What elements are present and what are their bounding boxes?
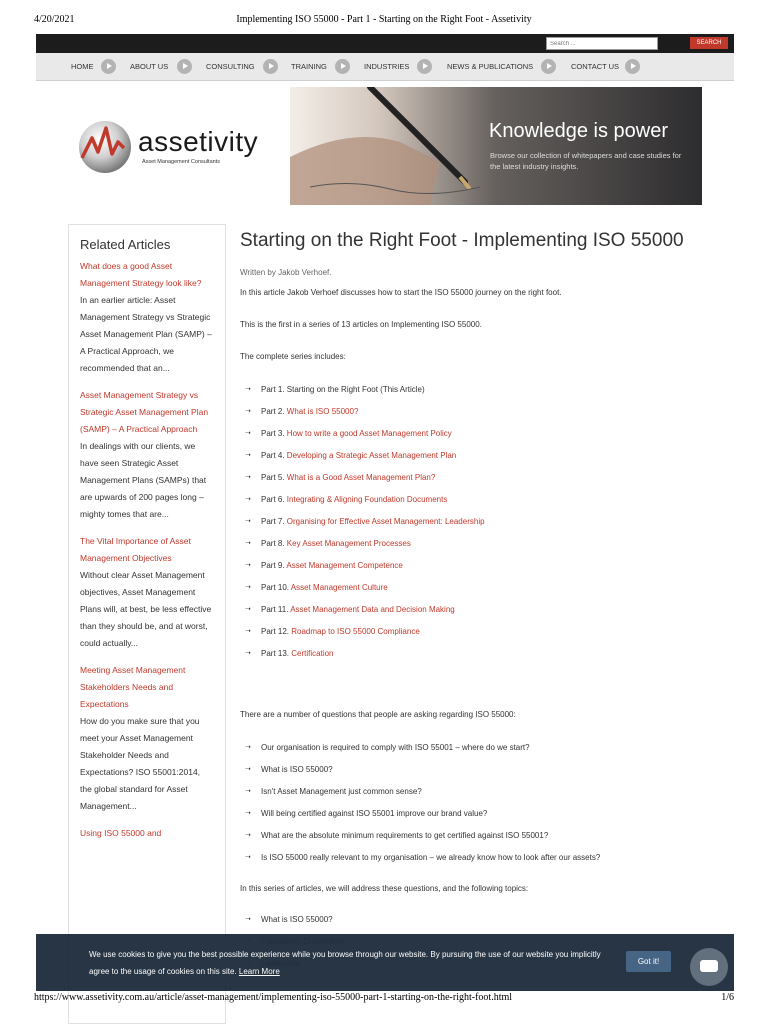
hand-writing-illustration [290,87,490,205]
nav-training[interactable]: TRAINING [291,62,327,71]
series-item: ➝ Part 8. Key Asset Management Processes [261,533,485,555]
related-article-link[interactable]: Asset Management Strategy vs Strategic Asset Management Plan (SAMP) – A Practical Approach [80,390,209,434]
hero-banner [290,87,702,205]
nav-about-us[interactable]: ABOUT US [130,62,169,71]
search-button[interactable]: SEARCH [690,37,728,49]
chat-icon[interactable] [690,948,728,986]
series-item: ➝ Part 9. Asset Management Competence [261,555,485,577]
series-item: ➝ Part 7. Organising for Effective Asset Management: Leadership [261,511,485,533]
related-article-excerpt: In an earlier article: Asset Management Strategy vs Strategic Asset Management Plan (SAMP) – A Practical Approach, we recommended that an... [80,295,212,373]
article-series-intro: The complete series includes: [240,352,346,361]
article-series-note: This is the first in a series of 13 articles on Implementing ISO 55000. [240,320,482,329]
question-item: ➝ Isn't Asset Management just common sense? [261,781,600,803]
banner-title: Knowledge is power [489,120,668,142]
nav-news-publications[interactable]: NEWS & PUBLICATIONS [447,62,534,71]
series-link[interactable]: How to write a good Asset Management Policy [286,429,452,438]
series-link[interactable]: Developing a Strategic Asset Management Plan [286,451,457,460]
nav-arrow-icon [541,59,556,74]
related-article-link[interactable]: What does a good Asset Management Strategy look like? [80,261,202,288]
topic-item: ➝ What is ISO 55000? [261,909,344,931]
print-page-number: 1/6 [721,992,734,1003]
related-article-link[interactable]: Meeting Asset Management Stakeholders Needs and Expectations [80,665,186,709]
related-article-excerpt: In dealings with our clients, we have seen Strategic Asset Management Plans (SAMPs) that are upwards of 200 pages long – mighty tomes that are... [80,441,207,519]
related-article [80,825,213,842]
series-link[interactable]: Asset Management Data and Decision Making [290,605,455,614]
article-intro: In this article Jakob Verhoef discusses how to start the ISO 55000 journey on the right foot. [240,288,562,297]
accept-cookies-button[interactable]: Got it! [626,951,671,972]
series-link[interactable]: What is a Good Asset Management Plan? [286,473,436,482]
series-link[interactable]: Asset Management Competence [286,561,403,570]
cookie-banner [36,934,734,991]
nav-arrow-icon [417,59,432,74]
series-item: ➝ Part 4. Developing a Strategic Asset Management Plan [261,445,485,467]
series-item: ➝ Part 13. Certification [261,643,485,665]
sidebar-heading: Related Articles [80,237,171,252]
cookie-message: We use cookies to give you the best possible experience while you browse through our website. By pursuing the use of our website you implicitly agree to the usage of cookies on this site. Learn More [89,950,601,976]
nav-home[interactable]: HOME [71,62,94,71]
logo-text: assetivity [138,126,259,157]
nav-consulting[interactable]: CONSULTING [206,62,255,71]
nav-arrow-icon [101,59,116,74]
series-item: ➝ Part 5. What is a Good Asset Management Plan? [261,467,485,489]
site-logo[interactable] [74,116,274,176]
questions-intro: There are a number of questions that people are asking regarding ISO 55000: [240,710,516,719]
related-article-excerpt: How do you make sure that you meet your Asset Management Stakeholder Needs and Expectations? ISO 55001:2014, the global standard for Asset Management... [80,716,201,811]
question-item: ➝ What is ISO 55000? [261,759,600,781]
nav-arrow-icon [263,59,278,74]
related-article [80,387,213,523]
series-item: ➝ Part 3. How to write a good Asset Management Policy [261,423,485,445]
topics-intro: In this series of articles, we will address these questions, and the following topics: [240,884,529,893]
series-link[interactable]: Asset Management Culture [290,583,388,592]
series-item: ➝ Part 1. Starting on the Right Foot (This Article) [261,379,485,401]
series-item: ➝ Part 10. Asset Management Culture [261,577,485,599]
related-article-excerpt: Without clear Asset Management objectives, Asset Management Plans will, at best, be less effective than they should be, and at worst, could actually... [80,570,212,648]
nav-arrow-icon [625,59,640,74]
question-item: ➝ Is ISO 55000 really relevant to my organisation – we already know how to look after our assets? [261,847,600,869]
question-item: ➝ What are the absolute minimum requirements to get certified against ISO 55001? [261,825,600,847]
related-article [80,662,213,815]
nav-arrow-icon [177,59,192,74]
series-link[interactable]: What is ISO 55000? [286,407,359,416]
print-date: 4/20/2021 [34,14,75,25]
series-link[interactable]: Key Asset Management Processes [286,539,411,548]
article-title: Starting on the Right Foot - Implementing ISO 55000 [240,230,684,251]
related-articles-sidebar [68,224,226,1024]
article-content [240,228,710,924]
print-footer [34,992,734,1006]
related-article [80,533,213,652]
series-item: ➝ Part 11. Asset Management Data and Decision Making [261,599,485,621]
series-link[interactable]: Organising for Effective Asset Management: Leadership [286,517,485,526]
banner-text: Browse our collection of whitepapers and case studies for the latest industry insights. [490,151,682,171]
related-article-link[interactable]: The Vital Importance of Asset Management Objectives [80,536,191,563]
series-list [261,379,485,665]
nav-contact-us[interactable]: CONTACT US [571,62,620,71]
logo-icon [76,118,136,178]
main-nav [36,53,734,81]
top-bar [36,34,734,53]
nav-industries[interactable]: INDUSTRIES [364,62,410,71]
print-url: https://www.assetivity.com.au/article/asset-management/implementing-iso-55000-part-1-starting-on-the-right-foot.html [34,992,513,1003]
print-title: Implementing ISO 55000 - Part 1 - Starting on the Right Foot - Assetivity [236,14,532,25]
series-link[interactable]: Certification [291,649,334,658]
series-link[interactable]: Integrating & Aligning Foundation Documents [286,495,448,504]
question-item: ➝ Will being certified against ISO 55001 improve our brand value? [261,803,600,825]
search-input[interactable] [546,37,658,50]
series-link[interactable]: Roadmap to ISO 55000 Compliance [291,627,420,636]
print-header [34,14,734,30]
series-item: ➝ Part 12. Roadmap to ISO 55000 Compliance [261,621,485,643]
question-item: ➝ Our organisation is required to comply with ISO 55001 – where do we start? [261,737,600,759]
series-item: ➝ Part 6. Integrating & Aligning Foundation Documents [261,489,485,511]
series-item: ➝ Part 2. What is ISO 55000? [261,401,485,423]
nav-arrow-icon [335,59,350,74]
article-byline: Written by Jakob Verhoef. [240,268,332,277]
learn-more-link[interactable]: Learn More [238,967,280,976]
logo-tagline: Asset Management Consultants [142,159,220,165]
related-article-link[interactable]: Using ISO 55000 and [80,828,162,838]
questions-list [261,737,600,869]
related-article [80,258,213,377]
